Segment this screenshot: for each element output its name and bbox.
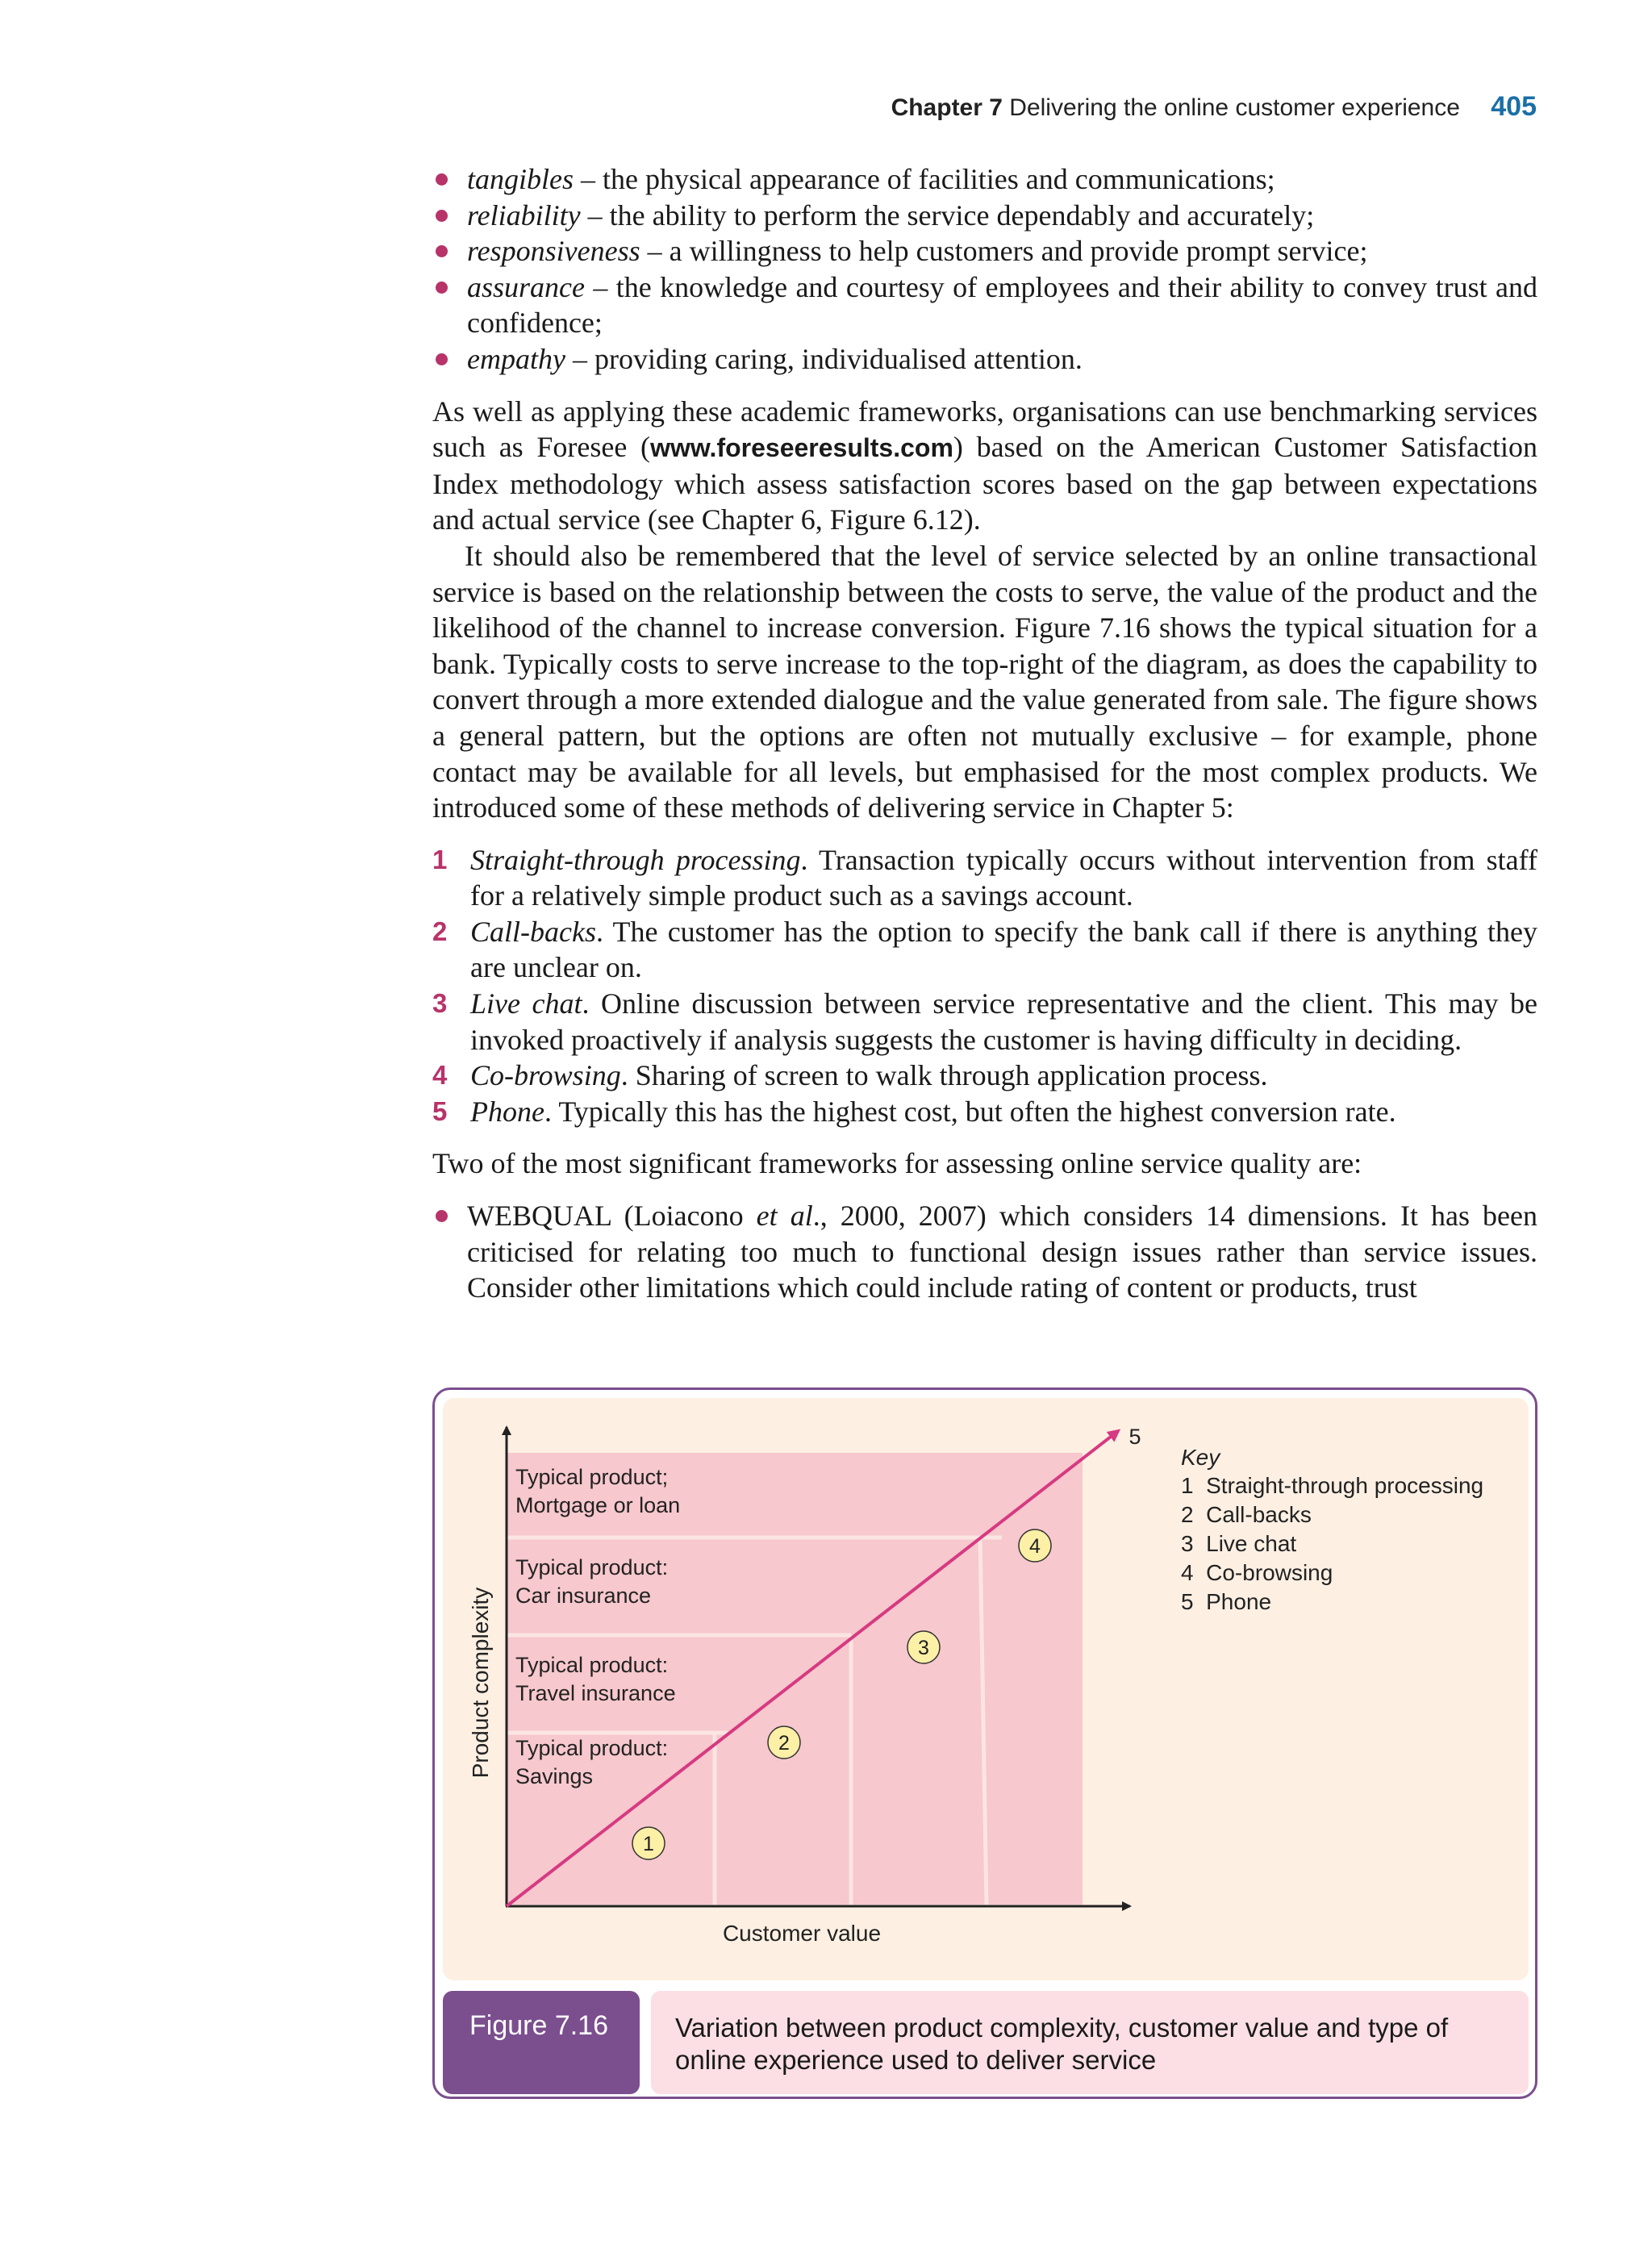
x-axis-label: Customer value — [722, 1921, 882, 1946]
key-item: 3 Live chat — [1181, 1531, 1297, 1556]
list-item: responsiveness – a willingness to help customers and provide prompt service; — [432, 233, 1537, 269]
svg-text:4: 4 — [1029, 1535, 1041, 1558]
marker-1 — [632, 1827, 665, 1859]
product-label-line2: Car insurance — [515, 1584, 652, 1608]
list-item: assurance – the knowledge and courtesy of employees and their ability to convey trust and confidence; — [432, 269, 1537, 341]
complexity-regions — [507, 1453, 1083, 1905]
marker-5: 5 — [1128, 1425, 1141, 1449]
marker-4 — [1019, 1529, 1051, 1562]
figure-key — [1181, 1445, 1483, 1614]
key-item: 5 Phone — [1181, 1589, 1272, 1614]
region-mortgage — [507, 1453, 1083, 1905]
list-item: 4 Co-browsing. Sharing of screen to walk through application process. — [432, 1059, 1268, 1092]
list-item: 2 Call-backs. The customer has the option to specify the bank call if there is anything they are unclear on. — [432, 915, 1537, 984]
product-label-line2: Travel insurance — [515, 1681, 676, 1705]
marker-3 — [907, 1631, 940, 1663]
key-item: 4 Co-browsing — [1181, 1560, 1333, 1585]
key-title: Key — [1181, 1445, 1220, 1470]
chapter-number: Chapter 7 — [891, 94, 1003, 121]
svg-text:3: 3 — [918, 1637, 929, 1659]
y-axis-label: Product complexity — [468, 1587, 493, 1779]
list-item: reliability – the ability to perform the service dependably and accurately; — [432, 198, 1537, 234]
service-methods-list — [432, 842, 1537, 1130]
body-text — [432, 161, 1537, 1322]
marker-2 — [768, 1726, 800, 1759]
paragraph-benchmarking: As well as applying these academic frameworks, organisations can use benchmarking services such as Foresee (www.foreseeresults.com) based on the American Customer Satisfaction Index methodology which assess satisfaction scores based on the gap between expectations and actual service (see Chapter 6, Figure 6.12). — [432, 394, 1537, 536]
running-head — [891, 91, 1537, 123]
figure-label: Figure 7.16 — [443, 1991, 640, 2094]
key-item: 2 Call-backs — [1181, 1502, 1312, 1527]
product-label-line2: Savings — [515, 1764, 594, 1788]
frameworks-list — [432, 1198, 1537, 1306]
list-item: 5 Phone. Typically this has the highest cost, but often the highest conversion rate. — [432, 1095, 1396, 1128]
paragraph-service-level: It should also be remembered that the level of service selected by an online transactional service is based on the relationship between the costs to serve, the value of the product and the likelihood of the channel to increase conversion. Figure 7.16 shows the typical situation for a bank. Typically costs to serve increase to the top-right of the diagram, as does the capability to convert through a more extended dialogue and the value generated from sale. The figure shows a general pattern, but the options are often not mutually exclusive – for example, phone contact may be available for all levels, but emphasised for the most complex products. We introduced some of these methods of delivering service in Chapter 5: — [432, 539, 1537, 824]
product-label-line1: Typical product: — [515, 1736, 669, 1760]
svg-text:1: 1 — [643, 1833, 654, 1855]
product-label-line2: Mortgage or loan — [515, 1493, 681, 1517]
svg-text:2: 2 — [778, 1732, 790, 1755]
list-item: WEBQUAL (Loiacono et al., 2000, 2007) which considers 14 dimensions. It has been criticised for relating too much to functional design issues rather than service issues. Consider other limitations which could include rating of content or products, trust — [432, 1198, 1537, 1306]
chapter-title: Delivering the online customer experience — [1009, 94, 1460, 121]
figure-7-16 — [432, 1387, 1537, 2099]
figure-caption: Variation between product complexity, customer value and type of online experience used to deliver service — [651, 1991, 1529, 2094]
list-item: empathy – providing caring, individualised attention. — [432, 341, 1537, 378]
list-item: 1 Straight-through processing. Transaction typically occurs without intervention from staff for a relatively simple product such as a savings account. — [432, 843, 1537, 912]
product-label-line1: Typical product; — [515, 1465, 669, 1489]
product-label-line1: Typical product: — [515, 1555, 669, 1579]
page-number: 405 — [1491, 91, 1537, 122]
foresee-link[interactable]: www.foreseeresults.com — [650, 433, 953, 463]
key-item: 1 Straight-through processing — [1181, 1473, 1484, 1498]
servqual-dimensions-list — [432, 161, 1537, 378]
paragraph-frameworks-intro: Two of the most significant frameworks for assessing online service quality are: — [432, 1147, 1362, 1180]
list-item: 3 Live chat. Online discussion between service representative and the client. This may be invoked proactively if analysis suggests the customer is having difficulty in deciding. — [432, 987, 1537, 1056]
product-label-line1: Typical product: — [515, 1653, 669, 1677]
complexity-value-diagram — [435, 1390, 1535, 1984]
list-item: tangibles – the physical appearance of facilities and communications; — [432, 161, 1537, 198]
